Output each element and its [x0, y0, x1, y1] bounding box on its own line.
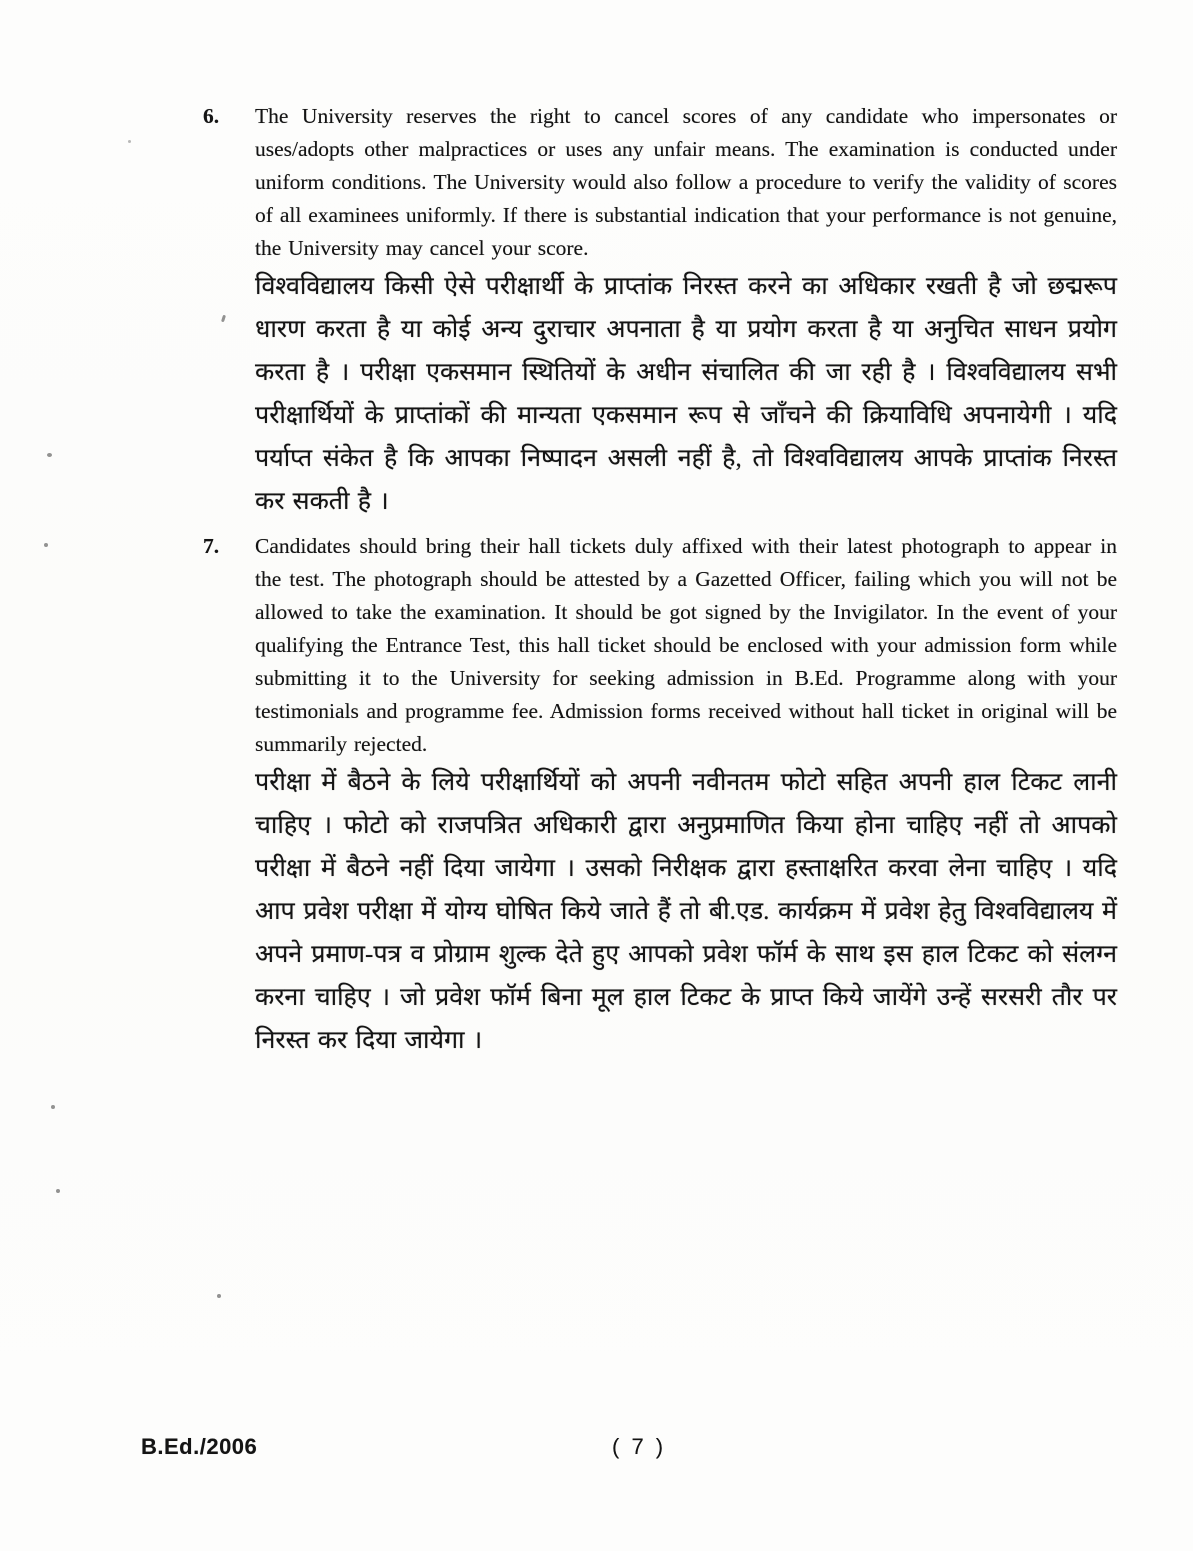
scan-speck [47, 453, 52, 457]
scan-speck [44, 543, 48, 547]
scan-speck [56, 1189, 60, 1193]
item-7-english-paragraph: Candidates should bring their hall tickets duly affixed with their latest photograph to appear in the test. The photograph should be attested by a Gazetted Officer, failing which you will not be allowed to take the examination. It should be got signed by the Invigilator. In the event of your qualifying the Entrance Test, this hall ticket should be enclosed with your admission form while submitting it to the University for seeking admission in B.Ed. Programme along with your testimonials and programme fee. Admission forms received without hall ticket in original will be summarily rejected. [255, 534, 1117, 756]
item-6-english-paragraph: The University reserves the right to cancel scores of any candidate who impersonates or uses/adopts other malpractices or uses any unfair means. The examination is conducted under uniform conditions. The University would also follow a procedure to verify the validity of scores of all examinees uniformly. If there is substantial indication that your performance is not genuine, the University may cancel your score. [255, 104, 1117, 260]
item-7-body [255, 530, 1117, 1062]
instruction-item-7 [203, 530, 1117, 1062]
item-6-hindi-paragraph: विश्वविद्यालय किसी ऐसे परीक्षार्थी के प्राप्तांक निरस्त करने का अधिकार रखती है जो छद्मरूप धारण करता है या कोई अन्य दुराचार अपनाता है या प्रयोग करता है या अनुचित साधन प्रयोग करता है । परीक्षा एकसमान स्थितियों के अधीन संचालित की जा रही है । विश्वविद्यालय सभी परीक्षार्थियों के प्राप्तांकों की मान्यता एकसमान रूप से जाँचने की क्रियाविधि अपनायेगी । यदि पर्याप्त संकेत है कि आपका निष्पादन असली नहीं है, तो विश्वविद्यालय आपके प्राप्तांक निरस्त कर सकती है । [255, 273, 1117, 515]
instruction-item-6 [203, 100, 1117, 523]
scan-speck [51, 1105, 55, 1109]
item-6-body [255, 100, 1117, 523]
scan-speck [217, 1294, 221, 1298]
footer-doc-code: B.Ed./2006 [141, 1434, 258, 1459]
item-6-number: 6. [203, 104, 220, 128]
item-7-number: 7. [203, 534, 220, 558]
scan-speck [128, 140, 131, 143]
item-7-hindi-paragraph: परीक्षा में बैठने के लिये परीक्षार्थियों को अपनी नवीनतम फोटो सहित अपनी हाल टिकट लानी चाहिए । फोटो को राजपत्रित अधिकारी द्वारा अनुप्रमाणित किया होना चाहिए नहीं तो आपको परीक्षा में बैठने नहीं दिया जायेगा । उसको निरीक्षक द्वारा हस्ताक्षरित करवा लेना चाहिए । यदि आप प्रवेश परीक्षा में योग्य घोषित किये जाते हैं तो बी.एड. कार्यक्रम में प्रवेश हेतु विश्वविद्यालय में अपने प्रमाण-पत्र व प्रोग्राम शुल्क देते हुए आपको प्रवेश फॉर्म के साथ इस हाल टिकट को संलग्न करना चाहिए । जो प्रवेश फॉर्म बिना मूल हाल टिकट के प्राप्त किये जायेंगे उन्हें सरसरी तौर पर निरस्त कर दिया जायेगा । [255, 769, 1117, 1054]
footer-page-number: ( 7 ) [612, 1434, 667, 1459]
scan-speck [655, 186, 658, 189]
